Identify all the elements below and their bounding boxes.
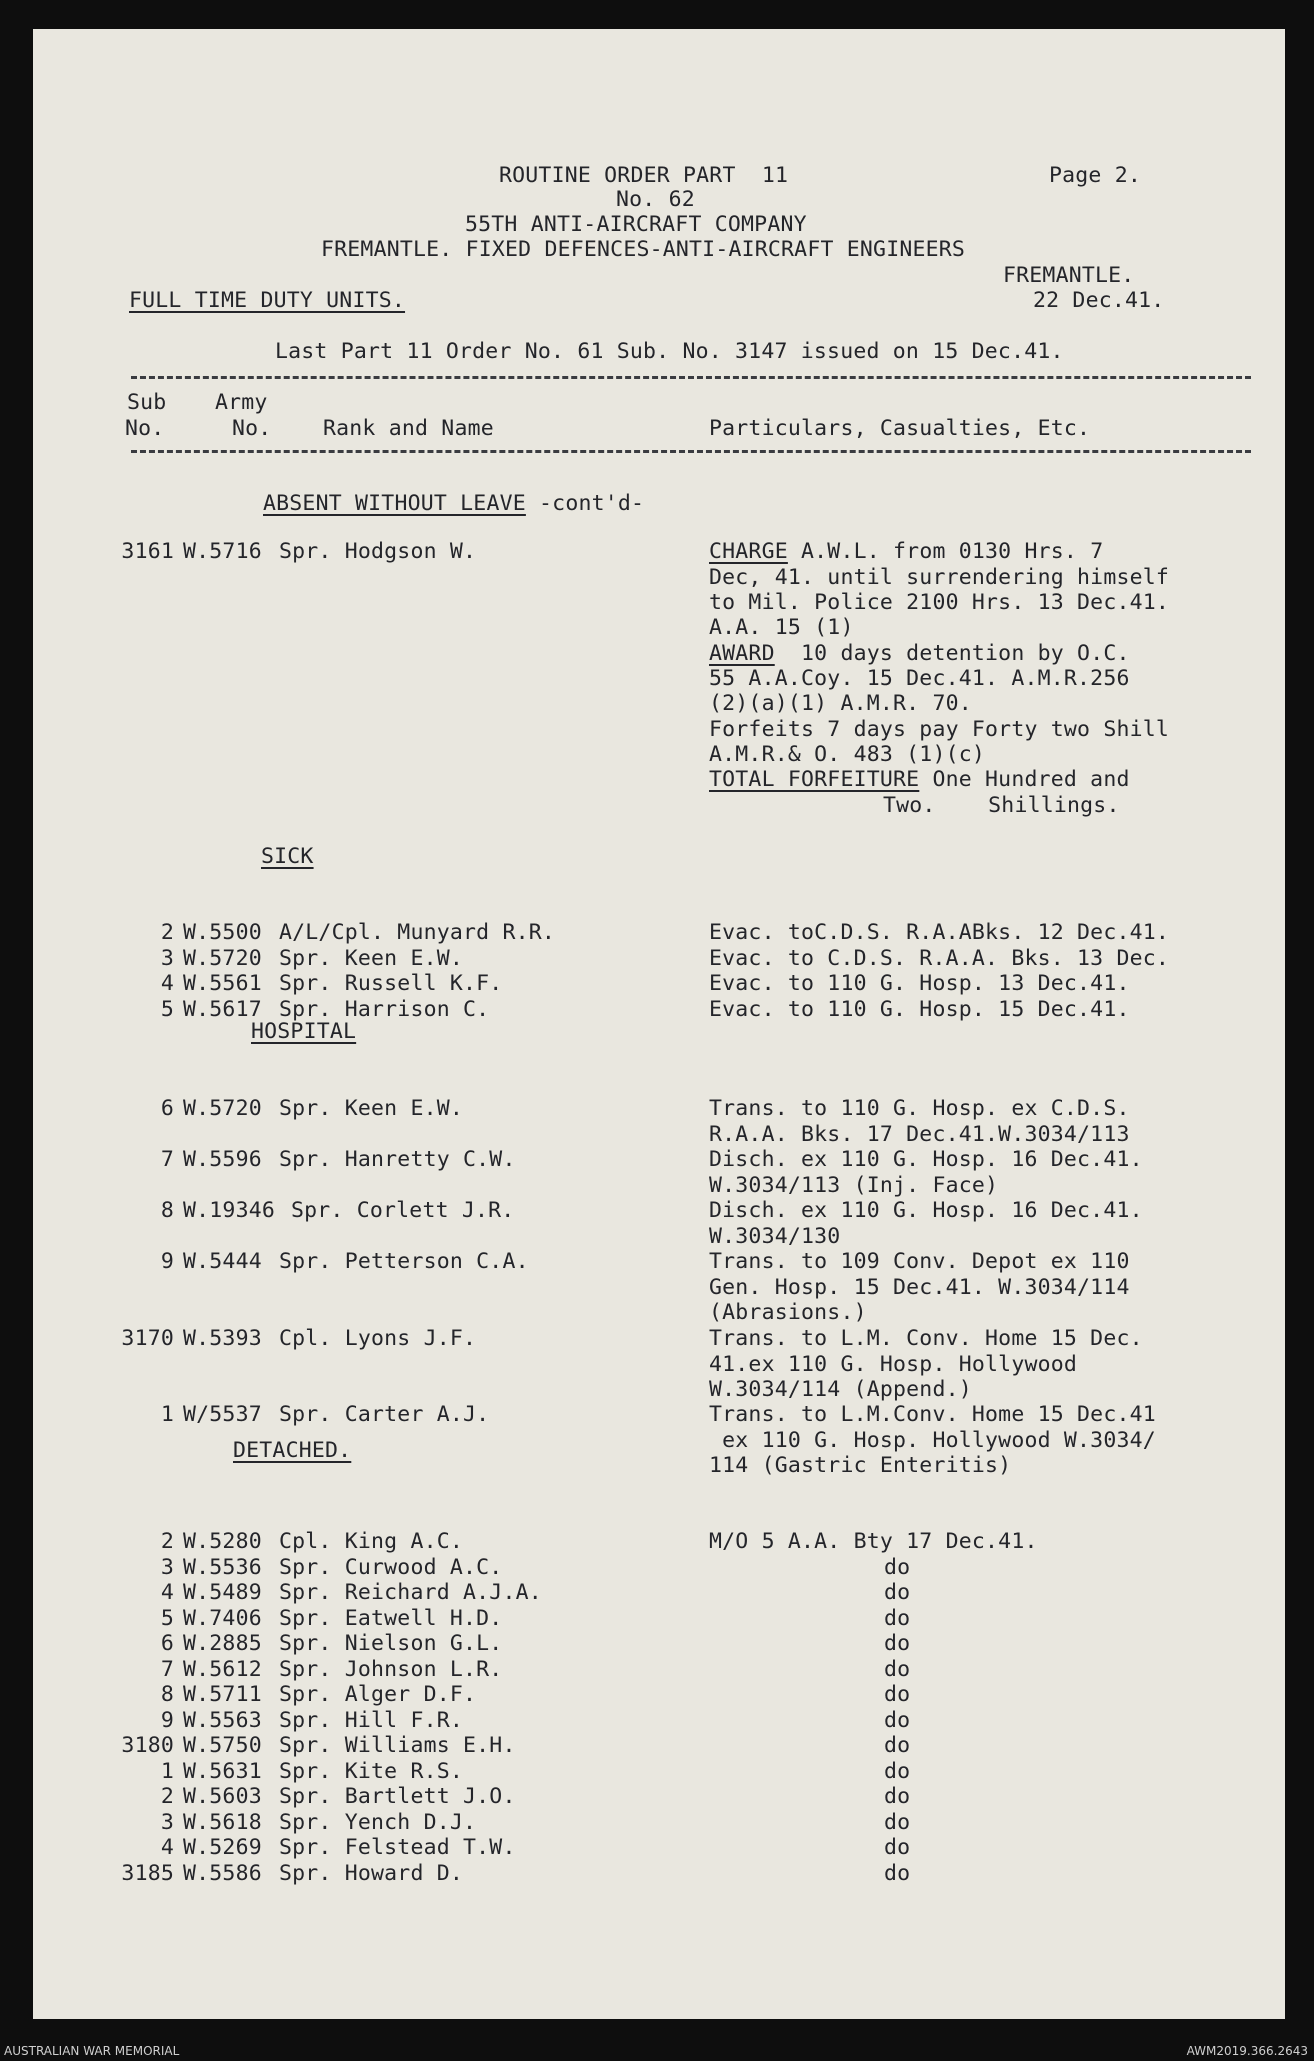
sub-number: 5 — [160, 996, 174, 1022]
section-detached: DETACHED. — [233, 1438, 352, 1463]
rank-name: Spr. Reichard A.J.A. — [279, 1580, 542, 1605]
awl-line: (2)(a)(1) A.M.R. 70. — [709, 691, 972, 716]
rank-name: Cpl. Lyons J.F. — [279, 1326, 477, 1351]
awl-name: Spr. Hodgson W. — [279, 539, 477, 564]
army-number: W.5500 — [183, 920, 262, 945]
sub-number: 8 — [160, 1198, 174, 1223]
rank-name: Cpl. King A.C. — [279, 1529, 464, 1554]
sub-number: 1 — [160, 1758, 174, 1784]
army-number: W.2885 — [183, 1631, 262, 1656]
col-particulars: Particulars, Casualties, Etc. — [709, 416, 1091, 441]
rank-name: Spr. Williams E.H. — [279, 1733, 516, 1758]
army-number: W.5612 — [183, 1656, 262, 1682]
army-number: W.5720 — [183, 1096, 262, 1121]
col-sub-bottom: No. — [125, 416, 165, 441]
company-name: 55TH ANTI-AIRCRAFT COMPANY — [465, 212, 807, 237]
rank-name: Spr. Yench D.J. — [279, 1809, 477, 1835]
awl-charge-line — [709, 539, 1103, 565]
total-text: One Hundred and — [919, 767, 1130, 792]
sub-number: 3185 — [121, 1860, 174, 1886]
particulars: Evac. to 110 G. Hosp. 13 Dec.41. — [709, 971, 1130, 996]
particulars: do — [884, 1631, 911, 1656]
particulars-line: W.3034/130 — [709, 1223, 841, 1249]
army-number: W.5596 — [183, 1147, 262, 1172]
army-number: W.5444 — [183, 1249, 262, 1274]
archive-credit: AUSTRALIAN WAR MEMORIAL — [4, 2044, 180, 2058]
award-label: AWARD — [709, 641, 775, 666]
particulars-line: Disch. ex 110 G. Hosp. 16 Dec.41. — [709, 1198, 1143, 1223]
awl-award-line — [709, 641, 1130, 667]
rank-name: Spr. Kite R.S. — [279, 1758, 464, 1784]
army-number: W.5631 — [183, 1758, 262, 1784]
rank-name: Spr. Howard D. — [279, 1860, 464, 1886]
army-number: W.5750 — [183, 1733, 262, 1758]
order-title: ROUTINE ORDER PART 11 — [499, 163, 789, 188]
army-number: W.5603 — [183, 1784, 262, 1809]
rank-name: Spr. Curwood A.C. — [279, 1554, 503, 1580]
particulars-line: Trans. to L.M.Conv. Home 15 Dec.41 — [709, 1402, 1156, 1427]
particulars-line: Trans. to L.M. Conv. Home 15 Dec. — [709, 1326, 1143, 1351]
army-number: W.5536 — [183, 1554, 262, 1580]
rank-name: Spr. Eatwell H.D. — [279, 1605, 503, 1631]
rank-name: Spr. Felstead T.W. — [279, 1835, 516, 1860]
army-number: W.5618 — [183, 1809, 262, 1835]
particulars: Evac. toC.D.S. R.A.ABks. 12 Dec.41. — [709, 920, 1170, 945]
army-number: W.5617 — [183, 996, 262, 1022]
army-number: W.5280 — [183, 1529, 262, 1554]
sub-number: 4 — [160, 1835, 174, 1860]
army-number: W.7406 — [183, 1605, 262, 1631]
particulars-line: W.3034/113 (Inj. Face) — [709, 1172, 999, 1198]
army-number: W.5489 — [183, 1580, 262, 1605]
order-date: 22 Dec.41. — [1033, 288, 1165, 313]
army-number: W.19346 — [183, 1198, 276, 1223]
order-number: No. 62 — [616, 187, 695, 212]
particulars: do — [884, 1605, 911, 1631]
particulars: Evac. to 110 G. Hosp. 15 Dec.41. — [709, 996, 1130, 1022]
col-army-bottom: No. — [232, 416, 272, 441]
sub-number: 4 — [160, 971, 174, 996]
particulars: do — [884, 1758, 911, 1784]
sub-number: 7 — [160, 1147, 174, 1172]
particulars: M/O 5 A.A. Bty 17 Dec.41. — [709, 1529, 1038, 1554]
awl-line: A.M.R.& O. 483 (1)(c) — [709, 742, 986, 767]
particulars: do — [884, 1835, 911, 1860]
sub-number: 3 — [160, 945, 174, 971]
section-hospital: HOSPITAL — [251, 1019, 357, 1044]
particulars: do — [884, 1554, 911, 1580]
sub-number: 6 — [160, 1096, 174, 1121]
particulars-line: R.A.A. Bks. 17 Dec.41.W.3034/113 — [709, 1121, 1130, 1147]
rank-name: A/L/Cpl. Munyard R.R. — [279, 920, 556, 945]
archive-reference: AWM2019.366.2643 — [1186, 2044, 1308, 2058]
particulars: do — [884, 1707, 911, 1733]
rank-name: Spr. Corlett J.R. — [291, 1198, 515, 1223]
sub-number: 5 — [160, 1605, 174, 1631]
awl-line: Forfeits 7 days pay Forty two Shill — [709, 717, 1170, 742]
particulars-line: Trans. to 109 Conv. Depot ex 110 — [709, 1249, 1130, 1274]
awl-line: Dec, 41. until surrendering himself — [709, 565, 1170, 590]
page-number: Page 2. — [1049, 163, 1142, 188]
sub-number: 8 — [160, 1682, 174, 1707]
document-page — [33, 29, 1285, 2019]
awl-army: W.5716 — [183, 539, 262, 564]
particulars: do — [884, 1860, 911, 1886]
awl-line: 55 A.A.Coy. 15 Dec.41. A.M.R.256 — [709, 666, 1130, 691]
section-sick: SICK — [261, 844, 314, 869]
rank-name: Spr. Hanretty C.W. — [279, 1147, 516, 1172]
last-order-note: Last Part 11 Order No. 61 Sub. No. 3147 issued on 15 Dec.41. — [275, 339, 1064, 364]
divider-top — [131, 376, 1251, 379]
army-number: W.5393 — [183, 1326, 262, 1351]
particulars: do — [884, 1784, 911, 1809]
rank-name: Spr. Bartlett J.O. — [279, 1784, 516, 1809]
army-number: W.5561 — [183, 971, 262, 996]
total-label: TOTAL FORFEITURE — [709, 767, 920, 792]
particulars: do — [884, 1656, 911, 1682]
section-awl-label: ABSENT WITHOUT LEAVE — [263, 491, 526, 516]
awl-total-amount: Two. Shillings. — [883, 793, 1120, 818]
army-number: W.5269 — [183, 1835, 262, 1860]
full-time-heading: FULL TIME DUTY UNITS. — [129, 288, 406, 313]
col-rank-name: Rank and Name — [323, 416, 494, 441]
army-number: W.5711 — [183, 1682, 262, 1707]
rank-name: Spr. Johnson L.R. — [279, 1656, 503, 1682]
particulars: do — [884, 1580, 911, 1605]
sub-number: 3180 — [121, 1733, 174, 1758]
particulars: do — [884, 1682, 911, 1707]
particulars-line: 41.ex 110 G. Hosp. Hollywood — [709, 1351, 1078, 1377]
rank-name: Spr. Keen E.W. — [279, 945, 464, 971]
sub-number: 9 — [160, 1249, 174, 1274]
particulars-line: Trans. to 110 G. Hosp. ex C.D.S. — [709, 1096, 1130, 1121]
army-number: W.5563 — [183, 1707, 262, 1733]
section-awl-suffix: -cont'd- — [525, 491, 645, 516]
awl-line: A.A. 15 (1) — [709, 615, 854, 640]
unit-name: FREMANTLE. FIXED DEFENCES-ANTI-AIRCRAFT ENGINEERS — [321, 237, 966, 262]
particulars-line: (Abrasions.) — [709, 1300, 867, 1325]
divider-bottom — [131, 450, 1251, 453]
army-number: W.5586 — [183, 1860, 262, 1886]
rank-name: Spr. Russell K.F. — [279, 971, 503, 996]
awl-line: to Mil. Police 2100 Hrs. 13 Dec.41. — [709, 590, 1170, 615]
rank-name: Spr. Alger D.F. — [279, 1682, 477, 1707]
army-number: W.5720 — [183, 945, 262, 971]
sub-number: 3 — [160, 1554, 174, 1580]
sub-number: 2 — [160, 1529, 174, 1554]
sub-number: 6 — [160, 1631, 174, 1656]
award-text: 10 days detention by O.C. — [774, 641, 1130, 666]
charge-label: CHARGE — [709, 539, 788, 564]
col-sub-top: Sub — [127, 390, 167, 415]
rank-name: Spr. Nielson G.L. — [279, 1631, 503, 1656]
rank-name: Spr. Keen E.W. — [279, 1096, 464, 1121]
section-awl — [263, 491, 644, 517]
col-army-top: Army — [215, 390, 268, 415]
sub-number: 9 — [160, 1707, 174, 1733]
sub-number: 7 — [160, 1656, 174, 1682]
particulars: Evac. to C.D.S. R.A.A. Bks. 13 Dec. — [709, 945, 1170, 971]
rank-name: Spr. Carter A.J. — [279, 1402, 490, 1427]
charge-text: A.W.L. from 0130 Hrs. 7 — [787, 539, 1104, 564]
sub-number: 2 — [160, 920, 174, 945]
particulars: do — [884, 1809, 911, 1835]
place-name: FREMANTLE. — [1003, 263, 1135, 288]
particulars: do — [884, 1733, 911, 1758]
rank-name: Spr. Petterson C.A. — [279, 1249, 529, 1274]
awl-sub: 3161 — [121, 539, 174, 564]
awl-total-line — [709, 767, 1130, 793]
particulars-line: 114 (Gastric Enteritis) — [709, 1453, 1012, 1478]
particulars-line: Disch. ex 110 G. Hosp. 16 Dec.41. — [709, 1147, 1143, 1172]
sub-number: 4 — [160, 1580, 174, 1605]
rank-name: Spr. Hill F.R. — [279, 1707, 464, 1733]
particulars-line: W.3034/114 (Append.) — [709, 1377, 972, 1402]
particulars-line: Gen. Hosp. 15 Dec.41. W.3034/114 — [709, 1274, 1130, 1300]
sub-number: 3170 — [121, 1326, 174, 1351]
sub-number: 2 — [160, 1784, 174, 1809]
sub-number: 1 — [160, 1402, 174, 1427]
army-number: W/5537 — [183, 1402, 262, 1427]
particulars-line: ex 110 G. Hosp. Hollywood W.3034/ — [709, 1427, 1156, 1453]
rank-name: Spr. Harrison C. — [279, 996, 490, 1022]
sub-number: 3 — [160, 1809, 174, 1835]
